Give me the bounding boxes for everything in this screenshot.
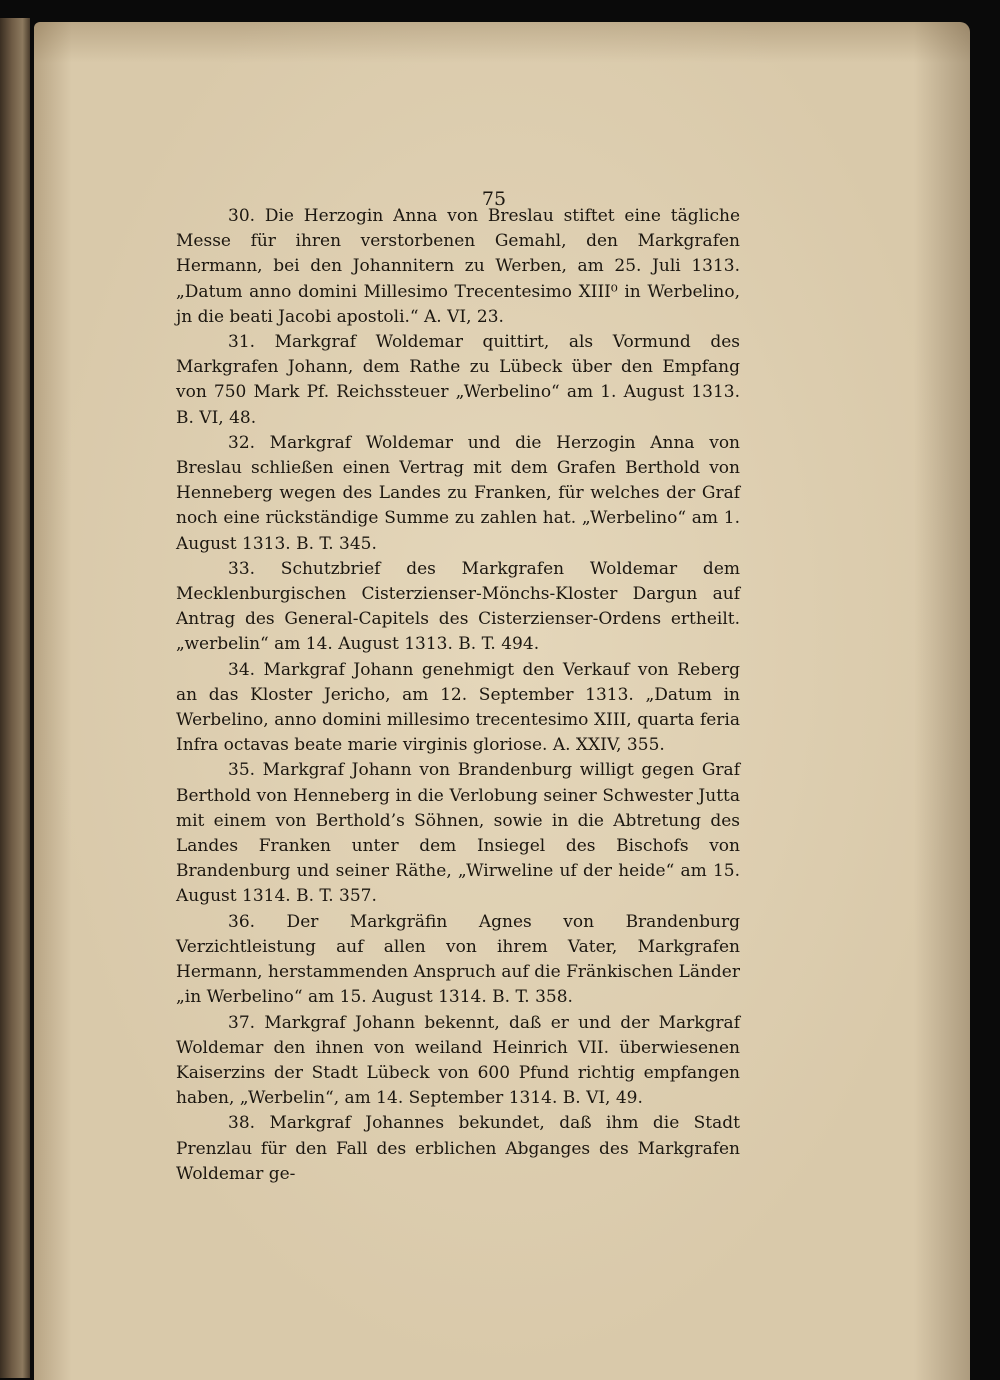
entry-36: 36. Der Markgräfin Agnes von Brandenburg Verzichtleistung auf allen von ihrem Vater, Markgrafen Hermann, herstammenden Anspruch auf die Fränkischen Länder „in Werbelino“ am 15. August 1314. B. T. 358. bbox=[176, 911, 740, 1008]
entry-32: 32. Markgraf Woldemar und die Herzogin Anna von Breslau schließen einen Vertrag mit dem Grafen Berthold von Henneberg wegen des Landes zu Franken, für welches der Graf noch eine rückständige Summe zu zahlen hat. „Werbelino“ am 1. August 1313. B. T. 345. bbox=[176, 432, 740, 554]
entry-35: 35. Markgraf Johann von Brandenburg willigt gegen Graf Berthold von Henneberg in die Verlobung seiner Schwester Jutta mit einem von Berthold’s Söhnen, sowie in die Abtretung des Landes Franken unter dem Insiegel des Bischofs von Brandenburg und seiner Räthe, „Wirweline uf der heide“ am 15. August 1314. B. T. 357. bbox=[176, 760, 740, 907]
entry-38: 38. Markgraf Johannes bekundet, daß ihm die Stadt Prenzlau für den Fall des erblichen Abganges des Markgrafen Woldemar ge- bbox=[176, 1113, 740, 1184]
entry-33: 33. Schutzbrief des Markgrafen Woldemar dem Mecklenburgischen Cisterzienser-Mönchs-Kloster Dargun auf Antrag des General-Capitels des Cisterzienser-Ordens ertheilt. „werbelin“ am 14. August 1313. B. T. 494. bbox=[176, 558, 740, 655]
entry-31: 31. Markgraf Woldemar quittirt, als Vormund des Markgrafen Johann, dem Rathe zu Lübeck über den Empfang von 750 Mark Pf. Reichssteuer „Werbelino“ am 1. August 1313. B. VI, 48. bbox=[176, 332, 740, 428]
left-page-edge bbox=[0, 18, 30, 1378]
entry-34: 34. Markgraf Johann genehmigt den Verkauf von Reberg an das Kloster Jericho, am 12. September 1313. „Datum in Werbelino, anno domini millesimo trecentesimo XIII, quarta feria Infra octavas beate marie virginis gloriose. A. XXIV, 355. bbox=[176, 659, 740, 756]
entry-30: 30. Die Herzogin Anna von Breslau stiftet eine tägliche Messe für ihren verstorbenen Gemahl, den Markgrafen Hermann, bei den Johannitern zu Werben, am 25. Juli 1313. „Datum anno domini Millesimo Trecentesimo XIII⁰ in Werbelino, jn die beati Jacobi apostoli.“ A. VI, 23. bbox=[176, 206, 740, 327]
entry-37: 37. Markgraf Johann bekennt, daß er und der Markgraf Woldemar den ihnen von weiland Heinrich VII. überwiesenen Kaiserzins der Stadt Lübeck von 600 Pfund richtig empfangen haben, „Werbelin“, am 14. September 1314. B. VI, 49. bbox=[176, 1012, 740, 1109]
page-text bbox=[176, 204, 740, 1187]
page-number: 75 bbox=[481, 188, 507, 210]
